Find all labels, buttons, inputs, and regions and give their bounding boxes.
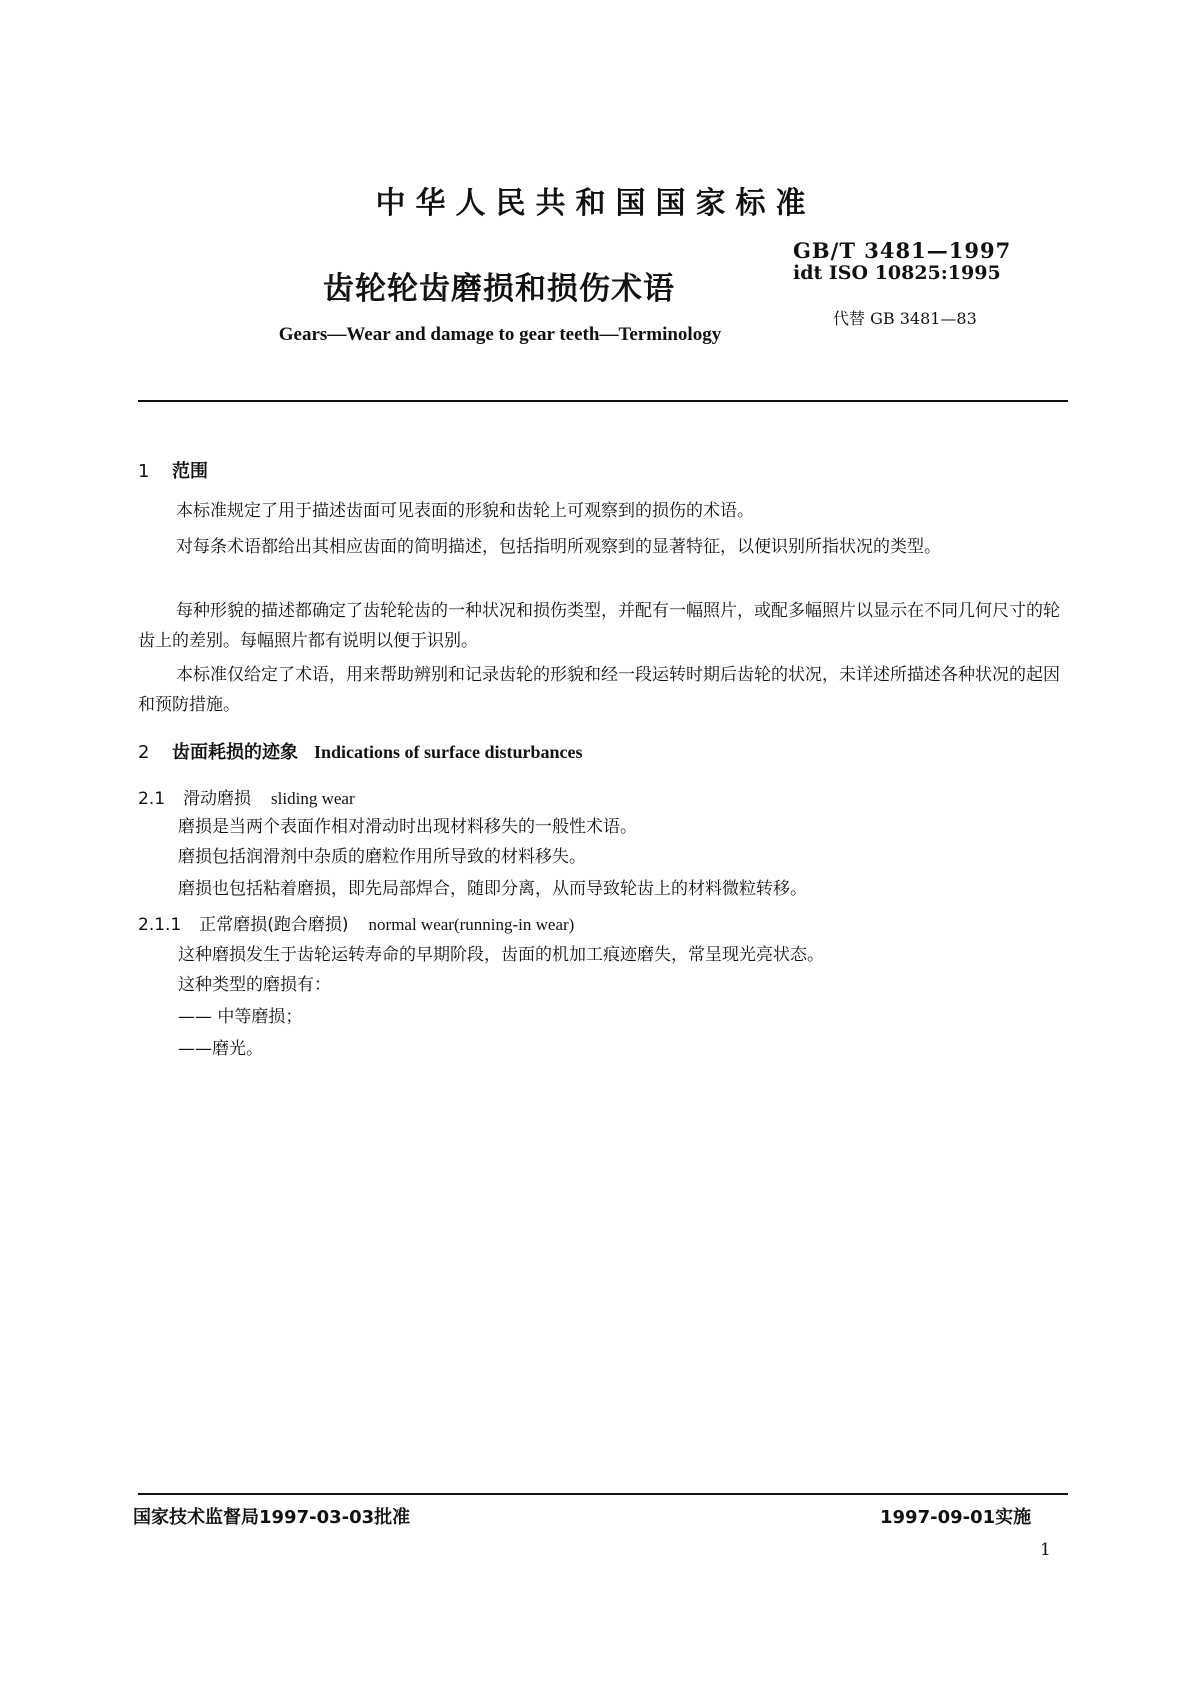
subsection-2-1-heading xyxy=(138,784,355,809)
section-1-paragraph: 本标准规定了用于描述齿面可见表面的形貌和齿轮上可观察到的损伤的术语。 xyxy=(176,501,754,521)
section-2-number: 2 xyxy=(138,742,150,763)
document-title-zh: 齿轮轮齿磨损和损伤术语 xyxy=(323,271,675,307)
document-number: GB/T 3481—1997 xyxy=(793,238,1012,263)
section-1-paragraph: 对每条术语都给出其相应齿面的简明描述，包括指明所观察到的显著特征，以便识别所指状况的类型。 xyxy=(176,537,941,557)
subsection-2-1-1-term-en: normal wear(running-in wear) xyxy=(368,915,575,934)
subsection-2-1-1-line: 这种磨损发生于齿轮运转寿命的早期阶段，齿面的机加工痕迹磨失，常呈现光亮状态。 xyxy=(178,945,824,965)
subsection-2-1-line: 磨损也包括粘着磨损，即先局部焊合，随即分离，从而导致轮齿上的材料微粒转移。 xyxy=(178,879,807,899)
wear-type-item: ——磨光。 xyxy=(178,1039,263,1059)
section-1-paragraph: 每种形貌的描述都确定了齿轮轮齿的一种状况和损伤类型，并配有一幅照片，或配多幅照片以显示在不同几何尺寸的轮齿上的差别。每幅照片都有说明以便于识别。 xyxy=(138,601,1060,651)
approval-line: 国家技术监督局1997-03-03批准 xyxy=(133,1507,411,1528)
implementation-line: 1997-09-01实施 xyxy=(880,1507,1032,1528)
subsection-2-1-1-number: 2.1.1 xyxy=(138,915,182,935)
standard-title: 中华人民共和国国家标准 xyxy=(375,186,816,221)
page-number: 1 xyxy=(1040,1540,1051,1560)
section-1-heading xyxy=(138,457,208,483)
document-title-en: Gears—Wear and damage to gear teeth—Terminology xyxy=(278,324,722,345)
subsection-2-1-1-heading xyxy=(138,910,574,935)
subsection-2-1-term-zh: 滑动磨损 xyxy=(183,789,252,809)
section-2-title-en: Indications of surface disturbances xyxy=(314,742,583,762)
subsection-2-1-1-line: 这种类型的磨损有： xyxy=(178,975,331,995)
subsection-2-1-term-en: sliding wear xyxy=(271,789,355,808)
wear-type-item: —— 中等磨损； xyxy=(178,1007,303,1027)
replaces-note: 代替 GB 3481—83 xyxy=(833,309,977,328)
section-2-heading xyxy=(138,738,583,764)
idt-reference: idt ISO 10825:1995 xyxy=(793,262,1001,284)
subsection-2-1-1-term-zh: 正常磨损(跑合磨损) xyxy=(199,915,349,935)
section-1-title: 范围 xyxy=(172,461,208,482)
header-divider xyxy=(138,400,1068,402)
section-1-number: 1 xyxy=(138,461,150,482)
section-1-paragraph: 本标准仅给定了术语，用来帮助辨别和记录齿轮的形貌和经一段运转时期后齿轮的状况，未详述所描述各种状况的起因和预防措施。 xyxy=(138,665,1060,715)
footer-divider xyxy=(138,1493,1068,1495)
subsection-2-1-number: 2.1 xyxy=(138,789,166,809)
section-2-title-zh: 齿面耗损的迹象 xyxy=(172,742,298,763)
subsection-2-1-line: 磨损是当两个表面作相对滑动时出现材料移失的一般性术语。 xyxy=(178,817,637,837)
subsection-2-1-line: 磨损包括润滑剂中杂质的磨粒作用所导致的材料移失。 xyxy=(178,847,586,867)
